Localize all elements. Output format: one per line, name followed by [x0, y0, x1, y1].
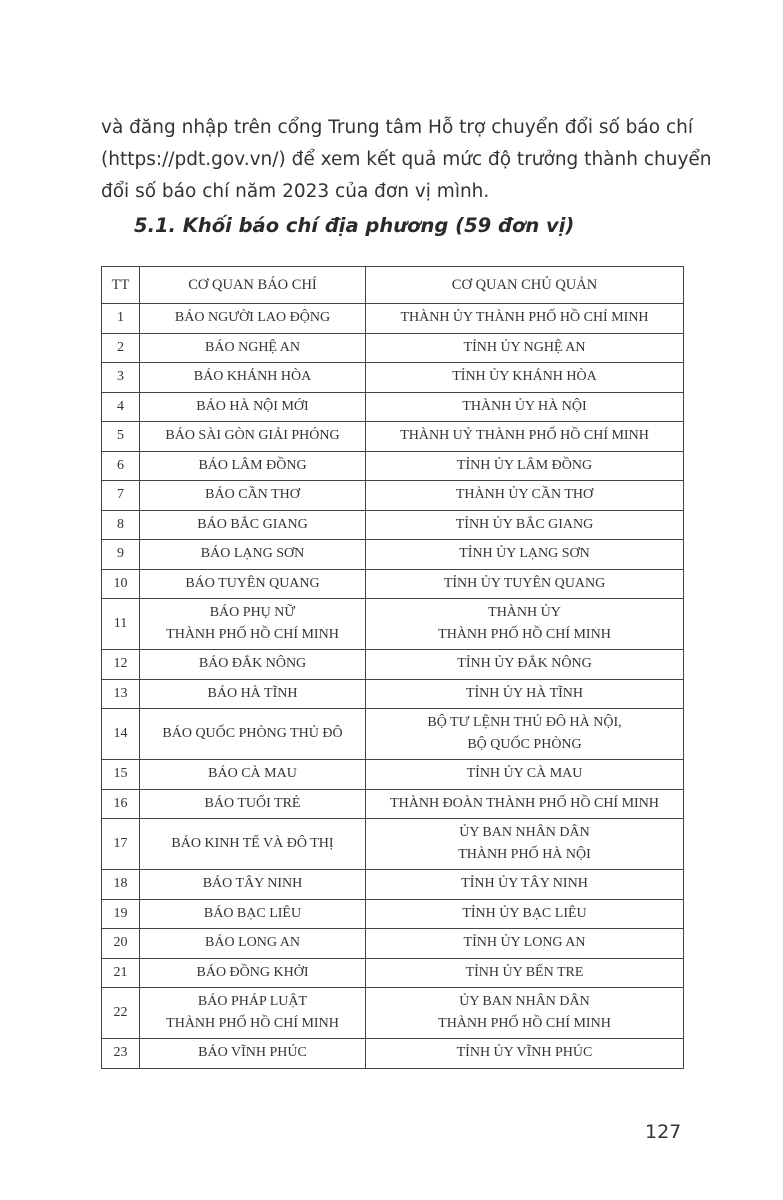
- agency-cell: [140, 510, 366, 540]
- agency-cell-line: THÀNH PHỐ HỒ CHÍ MINH: [166, 1016, 339, 1031]
- paragraph-line: đổi số báo chí năm 2023 của đơn vị mình.: [101, 181, 490, 202]
- owner-cell-line: THÀNH PHỐ HÀ NỘI: [458, 847, 591, 862]
- column-header-owner: CƠ QUAN CHỦ QUẢN: [366, 267, 684, 304]
- owner-cell-line: TỈNH ỦY TÂY NINH: [461, 876, 588, 892]
- owner-cell: [366, 709, 684, 760]
- agency-cell: [140, 709, 366, 760]
- agency-cell-line: BÁO VĨNH PHÚC: [198, 1045, 307, 1061]
- row-number-cell: 18: [102, 870, 140, 900]
- agency-cell-line: BÁO KINH TẾ VÀ ĐÔ THỊ: [171, 836, 334, 851]
- owner-cell-line: TỈNH ỦY LÂM ĐỒNG: [456, 457, 593, 473]
- body-paragraph: [101, 112, 712, 208]
- agency-cell: [140, 1039, 366, 1069]
- table-row: [102, 540, 684, 570]
- row-number-cell: 5: [102, 422, 140, 452]
- row-number-cell: 19: [102, 899, 140, 929]
- owner-cell: [366, 819, 684, 870]
- agency-cell: [140, 679, 366, 709]
- owner-cell-line: TỈNH ỦY CÀ MAU: [466, 766, 583, 782]
- agency-cell: [140, 760, 366, 790]
- owner-cell: [366, 422, 684, 452]
- table-row: [102, 569, 684, 599]
- table-row: [102, 650, 684, 680]
- agency-cell: [140, 540, 366, 570]
- owner-cell-line: TỈNH ỦY BẠC LIÊU: [462, 905, 587, 921]
- owner-cell: [366, 333, 684, 363]
- table-row: [102, 709, 684, 760]
- owner-cell: [366, 988, 684, 1039]
- owner-cell-line: THÀNH ỦY: [488, 605, 561, 620]
- agency-cell-line: BÁO HÀ TĨNH: [207, 685, 298, 701]
- agency-cell-line: BÁO KHÁNH HÒA: [193, 369, 312, 385]
- table-row: [102, 958, 684, 988]
- owner-cell: [366, 569, 684, 599]
- owner-cell: [366, 899, 684, 929]
- table-row: [102, 988, 684, 1039]
- agency-cell-line: THÀNH PHỐ HỒ CHÍ MINH: [166, 627, 339, 642]
- table-row: [102, 870, 684, 900]
- owner-cell-line: ỦY BAN NHÂN DÂN: [459, 825, 590, 840]
- agency-cell: [140, 988, 366, 1039]
- agency-cell: [140, 650, 366, 680]
- table-row: [102, 451, 684, 481]
- row-number-cell: 16: [102, 789, 140, 819]
- row-number-cell: 12: [102, 650, 140, 680]
- owner-cell: [366, 599, 684, 650]
- agency-cell-line: BÁO TÂY NINH: [202, 876, 303, 892]
- owner-cell-line: TỈNH ỦY NGHỆ AN: [463, 339, 586, 355]
- owner-cell-line: TỈNH ỦY BẮC GIANG: [455, 516, 594, 532]
- agency-cell-line: BÁO PHỤ NỮ: [209, 605, 296, 620]
- table-header-row: [102, 267, 684, 304]
- owner-cell: [366, 392, 684, 422]
- owner-cell-line: THÀNH ỦY CẦN THƠ: [455, 487, 594, 503]
- agency-cell: [140, 599, 366, 650]
- table-row: [102, 422, 684, 452]
- agency-cell-line: BÁO HÀ NỘI MỚI: [196, 398, 309, 414]
- row-number-cell: 9: [102, 540, 140, 570]
- owner-cell: [366, 451, 684, 481]
- agency-cell: [140, 789, 366, 819]
- agency-cell: [140, 363, 366, 393]
- agency-cell-line: BÁO PHÁP LUẬT: [197, 994, 308, 1009]
- agency-cell-line: BÁO CÀ MAU: [208, 766, 297, 782]
- row-number-cell: 4: [102, 392, 140, 422]
- owner-cell: [366, 304, 684, 334]
- agency-cell-line: BÁO NGHỆ AN: [205, 339, 300, 355]
- row-number-cell: 3: [102, 363, 140, 393]
- owner-cell-line: TỈNH ỦY LONG AN: [463, 935, 586, 951]
- row-number-cell: 17: [102, 819, 140, 870]
- owner-cell: [366, 789, 684, 819]
- owner-cell-line: THÀNH ỦY HÀ NỘI: [462, 398, 587, 414]
- table-row: [102, 392, 684, 422]
- owner-cell: [366, 363, 684, 393]
- row-number-cell: 21: [102, 958, 140, 988]
- table-row: [102, 1039, 684, 1069]
- row-number-cell: 7: [102, 481, 140, 511]
- agency-cell: [140, 333, 366, 363]
- agency-cell: [140, 569, 366, 599]
- owner-cell-line: THÀNH PHỐ HỒ CHÍ MINH: [438, 627, 611, 642]
- agency-cell-line: BÁO TUYÊN QUANG: [185, 575, 320, 591]
- table-row: [102, 304, 684, 334]
- table-row: [102, 789, 684, 819]
- agency-cell-line: BÁO ĐẮK NÔNG: [198, 656, 307, 672]
- agency-cell-line: BÁO LÂM ĐỒNG: [198, 457, 307, 473]
- row-number-cell: 22: [102, 988, 140, 1039]
- table-row: [102, 363, 684, 393]
- row-number-cell: 6: [102, 451, 140, 481]
- agency-cell-line: BÁO TUỔI TRẺ: [204, 795, 301, 811]
- row-number-cell: 11: [102, 599, 140, 650]
- owner-cell: [366, 481, 684, 511]
- table-row: [102, 333, 684, 363]
- table-row: [102, 599, 684, 650]
- owner-cell: [366, 650, 684, 680]
- table-row: [102, 760, 684, 790]
- row-number-cell: 1: [102, 304, 140, 334]
- agency-cell: [140, 958, 366, 988]
- press-agency-table: [101, 266, 684, 1069]
- owner-cell-line: TỈNH ỦY ĐẮK NÔNG: [457, 656, 592, 672]
- section-heading: 5.1. Khối báo chí địa phương (59 đơn vị): [134, 214, 575, 237]
- agency-cell-line: BÁO CẦN THƠ: [205, 487, 300, 503]
- table-row: [102, 510, 684, 540]
- agency-cell-line: BÁO LONG AN: [205, 935, 300, 951]
- agency-cell-line: BÁO BẮC GIANG: [197, 516, 308, 532]
- row-number-cell: 8: [102, 510, 140, 540]
- agency-cell: [140, 899, 366, 929]
- agency-cell-line: BÁO ĐỒNG KHỞI: [196, 964, 309, 980]
- owner-cell-line: TỈNH ỦY HÀ TĨNH: [465, 685, 584, 701]
- agency-cell: [140, 870, 366, 900]
- owner-cell-line: THÀNH UỶ THÀNH PHỐ HỒ CHÍ MINH: [400, 428, 649, 444]
- owner-cell-line: BỘ QUỐC PHÒNG: [467, 737, 582, 752]
- table-row: [102, 819, 684, 870]
- table-row: [102, 899, 684, 929]
- table-body: [102, 304, 684, 1069]
- row-number-cell: 20: [102, 929, 140, 959]
- agency-cell-line: BÁO BẠC LIÊU: [203, 905, 302, 921]
- owner-cell: [366, 679, 684, 709]
- owner-cell: [366, 510, 684, 540]
- owner-cell-line: THÀNH PHỐ HỒ CHÍ MINH: [438, 1016, 611, 1031]
- owner-cell-line: ỦY BAN NHÂN DÂN: [459, 994, 590, 1009]
- agency-cell-line: BÁO NGƯỜI LAO ĐỘNG: [174, 310, 331, 326]
- owner-cell-line: TỈNH ỦY KHÁNH HÒA: [452, 369, 597, 385]
- paragraph-line: (https://pdt.gov.vn/) để xem kết quả mức độ trưởng thành chuyển: [101, 149, 712, 170]
- column-header-tt: TT: [102, 267, 140, 304]
- agency-cell: [140, 929, 366, 959]
- row-number-cell: 13: [102, 679, 140, 709]
- owner-cell: [366, 760, 684, 790]
- owner-cell: [366, 929, 684, 959]
- owner-cell-line: TỈNH ỦY BẾN TRE: [465, 964, 584, 980]
- owner-cell-line: BỘ TƯ LỆNH THỦ ĐÔ HÀ NỘI,: [427, 715, 622, 730]
- owner-cell-line: TỈNH ỦY LẠNG SƠN: [459, 546, 590, 562]
- owner-cell-line: TỈNH ỦY VĨNH PHÚC: [456, 1045, 593, 1061]
- table-row: [102, 929, 684, 959]
- row-number-cell: 15: [102, 760, 140, 790]
- owner-cell: [366, 540, 684, 570]
- agency-cell-line: BÁO SÀI GÒN GIẢI PHÓNG: [165, 428, 340, 444]
- owner-cell-line: TỈNH ỦY TUYÊN QUANG: [443, 575, 606, 591]
- row-number-cell: 2: [102, 333, 140, 363]
- agency-cell-line: BÁO QUỐC PHÒNG THỦ ĐÔ: [162, 726, 343, 741]
- owner-cell: [366, 1039, 684, 1069]
- agency-cell: [140, 819, 366, 870]
- row-number-cell: 14: [102, 709, 140, 760]
- agency-cell: [140, 392, 366, 422]
- agency-cell: [140, 304, 366, 334]
- agency-cell: [140, 451, 366, 481]
- page-number: 127: [645, 1121, 682, 1143]
- row-number-cell: 10: [102, 569, 140, 599]
- column-header-agency: CƠ QUAN BÁO CHÍ: [140, 267, 366, 304]
- agency-cell-line: BÁO LẠNG SƠN: [200, 546, 305, 562]
- paragraph-line: và đăng nhập trên cổng Trung tâm Hỗ trợ chuyển đổi số báo chí: [101, 117, 693, 138]
- owner-cell-line: THÀNH ĐOÀN THÀNH PHỐ HỒ CHÍ MINH: [390, 795, 659, 811]
- agency-cell: [140, 422, 366, 452]
- owner-cell: [366, 870, 684, 900]
- agency-cell: [140, 481, 366, 511]
- table-row: [102, 481, 684, 511]
- row-number-cell: 23: [102, 1039, 140, 1069]
- owner-cell-line: THÀNH ỦY THÀNH PHỐ HỒ CHÍ MINH: [400, 310, 649, 326]
- table-row: [102, 679, 684, 709]
- owner-cell: [366, 958, 684, 988]
